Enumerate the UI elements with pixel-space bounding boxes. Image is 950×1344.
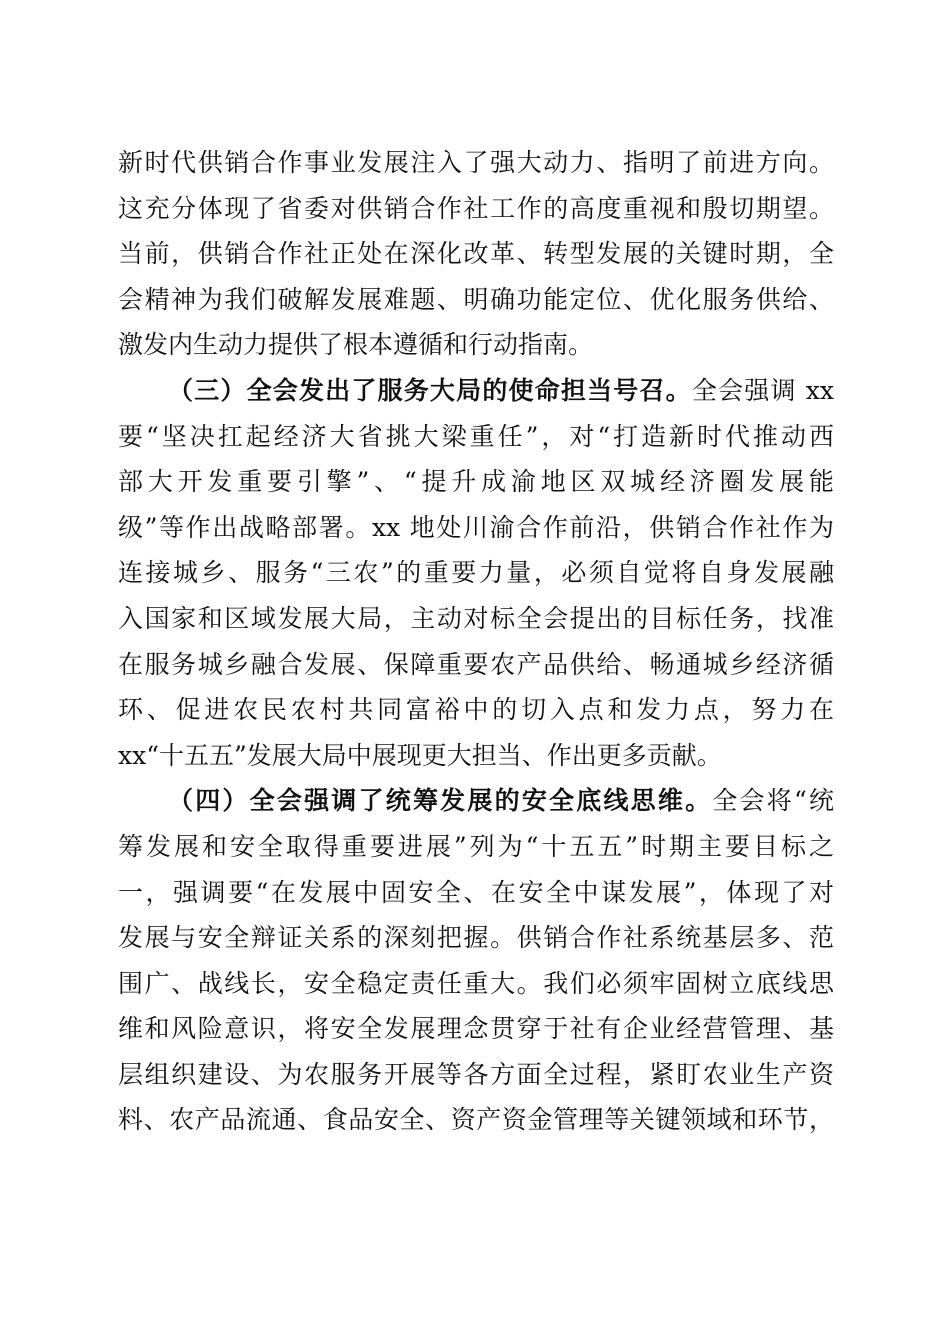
text-line: 连接城乡、服务“三农”的重要力量，必须自觉将自身发展融 [118,558,834,588]
text-line: 当前，供销合作社正处在深化改革、转型发展的关键时期，全 [118,239,834,269]
section-heading-3: （三）全会发出了服务大局的使命担当号召。 [168,375,692,405]
text-line: 部大开发重要引擎”、“提升成渝地区双城经济圈发展能 [118,467,834,497]
heading-line-rest: 全会强调 xx [691,375,834,405]
text-line: 入国家和区域发展大局，主动对标全会提出的目标任务，找准 [118,603,834,633]
text-line: 这充分体现了省委对供销合作社工作的高度重视和殷切期望。 [118,193,834,223]
text-line: 料、农产品流通、食品安全、资产资金管理等关键领域和环节， [118,1105,834,1135]
text-line: 维和风险意识，将安全发展理念贯穿于社有企业经营管理、基 [118,1014,834,1044]
text-line: 一，强调要“在发展中固安全、在安全中谋发展”，体现了对 [118,877,834,907]
text-line: 要“坚决扛起经济大省挑大梁重任”，对“打造新时代推动西 [118,421,834,451]
text-line: 发展与安全辩证关系的深刻把握。供销合作社系统基层多、范 [118,923,834,953]
text-line: 筹发展和安全取得重要进展”列为“十五五”时期主要目标之 [118,831,834,861]
text-line: 环、促进农民农村共同富裕中的切入点和发力点，努力在 [118,695,834,725]
text-line: 激发内生动力提供了根本遵循和行动指南。 [118,330,594,360]
text-line: 层组织建设、为农服务开展等各方面全过程，紧盯农业生产资 [118,1059,834,1089]
section-heading-4: （四）全会强调了统筹发展的安全底线思维。 [168,786,713,816]
paragraph-2 [118,368,834,778]
heading-line-rest: 全会将“统 [712,786,834,816]
text-line: xx“十五五”发展大局中展现更大担当、作出更多贡献。 [118,740,722,770]
paragraph-1 [118,140,834,368]
paragraph-3 [118,778,834,1143]
document-body [118,140,834,1143]
text-line: 围广、战线长，安全稳定责任重大。我们必须牢固树立底线思 [118,968,834,998]
text-line [118,368,834,414]
text-line: 新时代供销合作事业发展注入了强大动力、指明了前进方向。 [118,148,834,177]
text-line: 会精神为我们破解发展难题、明确功能定位、优化服务供给、 [118,284,834,314]
text-line: 在服务城乡融合发展、保障重要农产品供给、畅通城乡经济循 [118,649,834,679]
text-line [118,778,834,824]
text-line: 级”等作出战略部署。xx 地处川渝合作前沿，供销合作社作为 [118,512,834,542]
